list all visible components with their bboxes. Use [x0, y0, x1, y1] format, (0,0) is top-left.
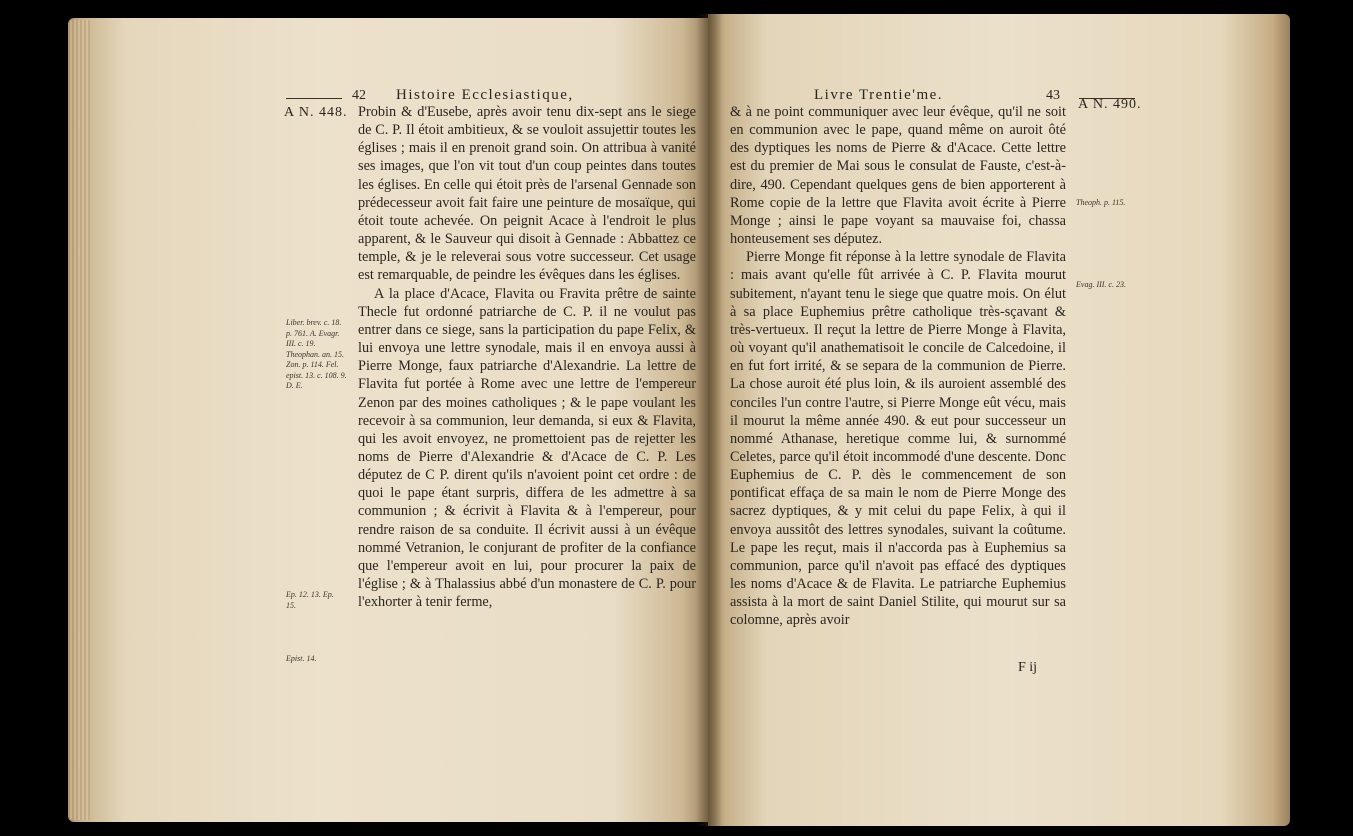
- right-page-text: [730, 103, 1066, 630]
- header-rule-left: [286, 98, 342, 99]
- right-page-number: 43: [1046, 88, 1060, 103]
- left-year-label: A N. 448.: [284, 105, 348, 120]
- paragraph: Pierre Monge fit réponse à la lettre synodale de Flavita : mais avant qu'elle fût arrivée à C. P. Flavita mourut subitement, n'ayant tenu le siege que quatre mois. On élut à sa place Euphemius prêtre catholique très-sçavant & très-vertueux. Il reçut la lettre de Pierre Monge à Flavita, où voyant qu'il anathematisoit le concile de Calcedoine, il en fut fort irrité, & se separa de la communion de Pierre. La chose auroit été plus loin, & ils auroient assemblé des conciles l'un contre l'autre, si Pierre Monge eût vécu, mais il mourut la même année 490. & eut pour successeur un nommé Athanase, heretique comme lui, & surnommé Celetes, parce qu'il étoit incommodé d'une descente. Donc Euphemius de C. P. dès le commencement de son pontificat effaça de sa main le nom de Pierre Monge des sacrez dyptiques, & y mit celui du pape Felix, à qui il envoya aussitôt des lettres synodales, suivant la coûtume. Le pape les reçut, mais il n'accorda pas à Euphemius sa communion, parce qu'il n'avoit pas effacé des dyptiques les noms d'Acace & de Flavita. Le patriarche Euphemius assista à la mort de saint Daniel Stilite, qui mourut sur sa colomne, après avoir: [730, 249, 1066, 629]
- right-year-label: A N. 490.: [1078, 97, 1142, 112]
- left-page-text: [358, 103, 696, 611]
- margin-note: Epist. 14.: [286, 654, 317, 663]
- right-running-head: Livre Trentie'me.: [814, 87, 944, 103]
- margin-note: Theoph. p. 115.: [1076, 198, 1126, 207]
- book-gutter: [696, 14, 722, 826]
- page-edges: [68, 20, 90, 820]
- margin-note: Ep. 12. 13. Ep. 15.: [286, 590, 334, 610]
- paragraph: Probin & d'Eusebe, après avoir tenu dix-sept ans le siege de C. P. Il étoit ambitieux, & se vouloit assujettir toutes les églises ; mais il en prenoit grand soin. On attribua à vanité ses images, que l'on vit tout d'un coup peintes dans toutes les églises. En celle qui étoit près de l'arsenal Gennade son prédecesseur avoit fait faire une peinture de mosaïque, qui étoit toute achevée. On peignit Acace à l'endroit le plus apparent, & le Sauveur qui disoit à Gennade : Abbattez ce temple, & je le releverai sous votre successeur. Cet usage est remarquable, de peindre les évêques dans les églises.: [358, 104, 696, 284]
- margin-note: Evag. III. c. 23.: [1076, 280, 1126, 289]
- signature-mark: F ij: [1018, 660, 1038, 675]
- open-book: [68, 14, 1290, 826]
- paragraph: & à ne point communiquer avec leur évêque, qu'il ne soit en communion avec le pape, quand même on auroit ôté des dyptiques les noms de Pierre & d'Acace. Cette lettre est du premier de Mai sous le consulat de Fauste, c'est-à-dire, 490. Cependant quelques gens de bien apporterent à Rome copie de la lettre que Flavita avoit écrite à Pierre Monge ; ainsi le pape voyant sa mauvaise foi, chassa honteusement ses députez.: [730, 104, 1066, 248]
- paragraph: A la place d'Acace, Flavita ou Fravita prêtre de sainte Thecle fut ordonné patriarche de C. P. il ne voulut pas entrer dans ce siege, sans la participation du pape Felix, & lui envoya une lettre synodale, mais il en envoya aussi à Pierre Monge, faux patriarche d'Alexandrie. La lettre de Flavita fut portée à Rome avec une lettre de l'empereur Zenon par des moines catholiques ; & le pape voulant les recevoir à sa communion, leur demanda, si eux & Flavita, qui les avoit envoyez, ne promettoient pas de rejetter les noms de Pierre d'Alexandrie & d'Acace de C. P. Les députez de C P. dirent qu'ils n'avoient point cet ordre : de quoi le pape étant surpris, differa de les admettre à sa communion ; & écrivit à Flavita & à l'empereur, pour rendre raison de sa conduite. Il écrivit aussi à un évêque nommé Vetranion, le conjurant de profiter de la confiance que l'empereur avoit en lui, pour procurer la paix de l'église ; & à Thalassius abbé d'un monastere de C. P. pour l'exhorter à tenir ferme,: [358, 285, 696, 611]
- left-page-number: 42: [352, 88, 366, 103]
- left-running-head: Histoire Ecclesiastique,: [396, 87, 574, 103]
- margin-note: Liber. brev. c. 18. p. 761. A. Evagr. III. c. 19. Theophan. an. 15. Zon. p. 114. Fel. epist. 13. c. 108. 9. D. E.: [286, 318, 347, 390]
